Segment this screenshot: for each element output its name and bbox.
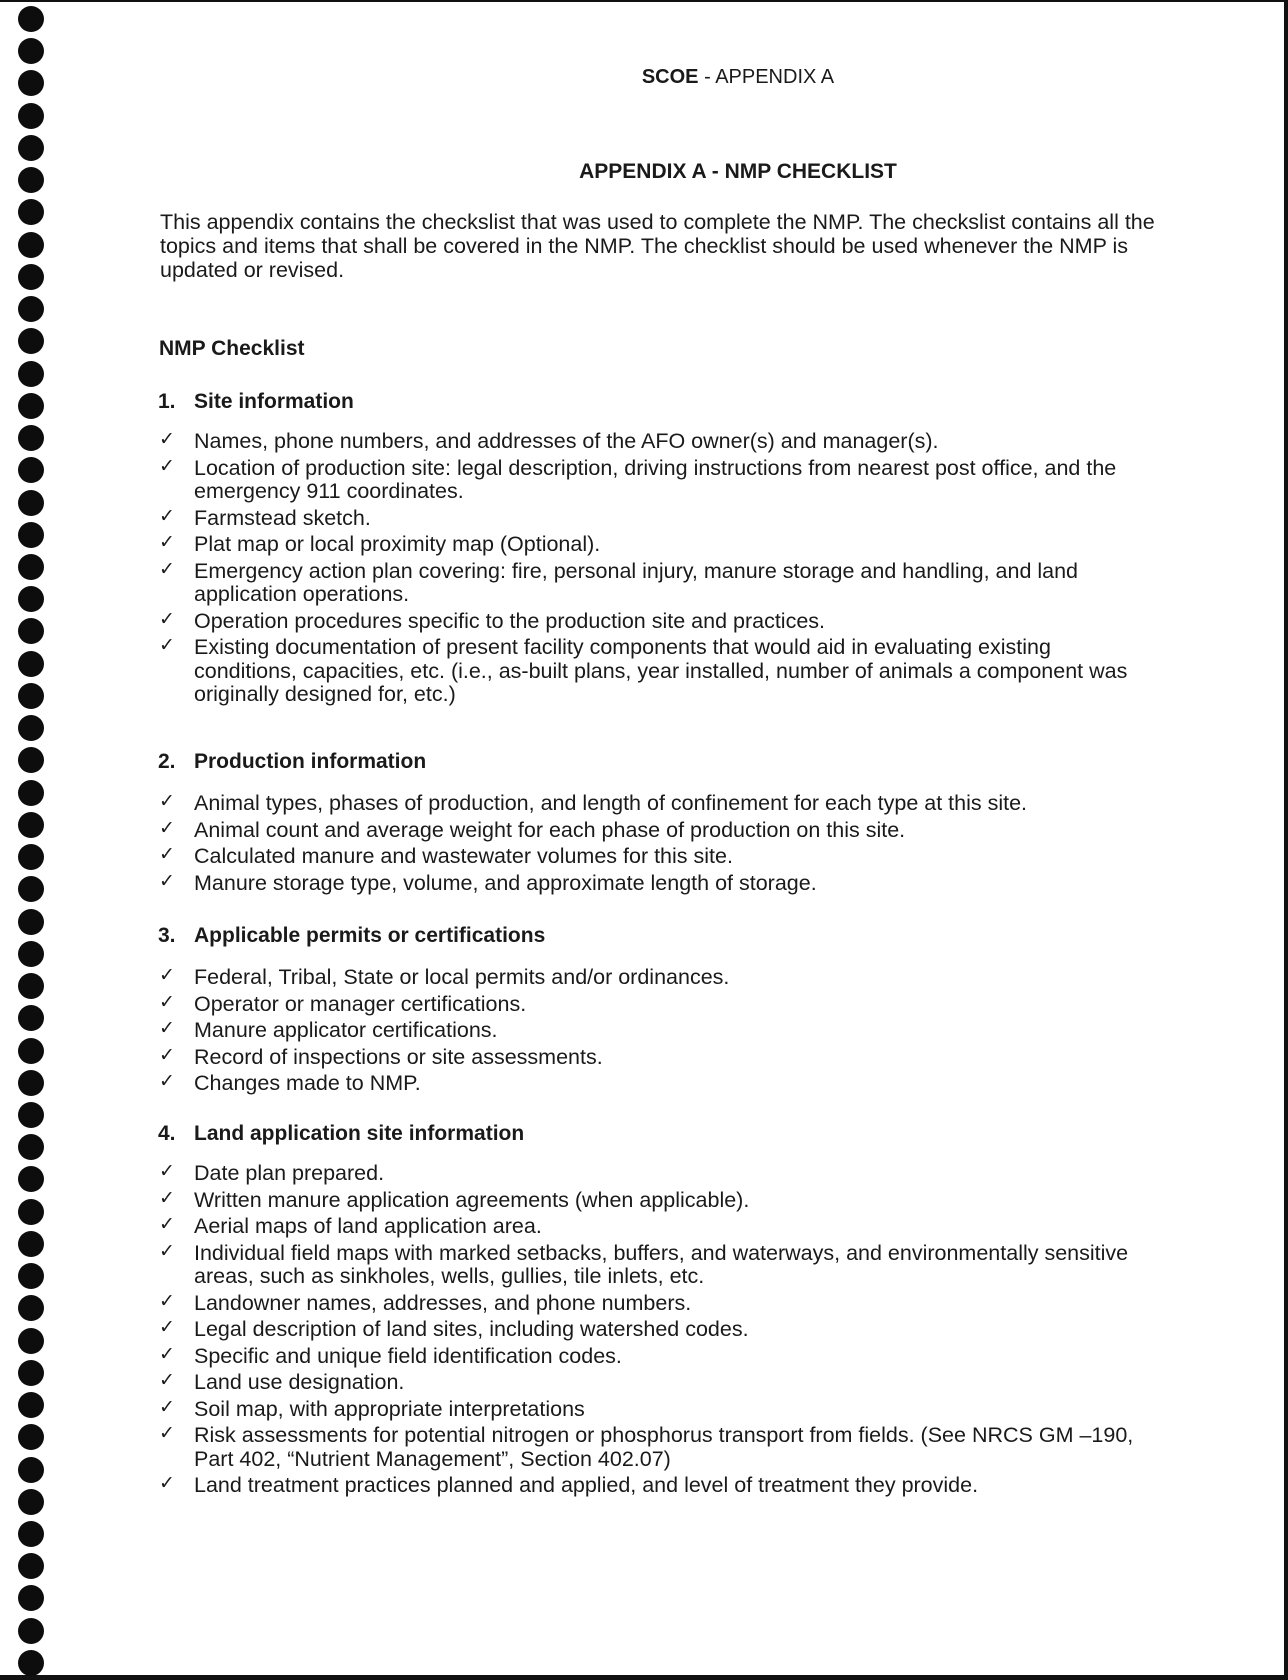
list-item-text: Operation procedures specific to the production site and practices. <box>194 608 826 633</box>
checkmark-icon: ✓ <box>159 1342 175 1365</box>
binding-hole <box>18 876 44 902</box>
binding-hole <box>18 328 44 354</box>
section-heading-land-application <box>158 1122 524 1146</box>
checkmark-icon: ✓ <box>159 1369 175 1391</box>
binding-hole <box>18 1360 44 1386</box>
checkmark-icon: ✓ <box>159 1239 175 1262</box>
list-item-text: Individual field maps with marked setbacks, buffers, and waterways, and environmentally sensitive areas, such as sinkholes, wells, gullies, tile inlets, etc. <box>194 1240 1129 1288</box>
binding-hole <box>18 1199 44 1225</box>
binding-hole <box>18 812 44 838</box>
list-item <box>158 504 1158 531</box>
section-title: Production information <box>194 750 427 773</box>
binding-hole <box>18 1618 44 1644</box>
list-item <box>158 636 1158 707</box>
checkmark-icon: ✓ <box>159 607 175 630</box>
checkmark-icon: ✓ <box>159 1017 175 1039</box>
section-number: 1. <box>158 390 176 413</box>
checkmark-icon: ✓ <box>159 1160 175 1182</box>
list-item-text: Changes made to NMP. <box>194 1071 421 1095</box>
list-item <box>158 792 1158 816</box>
list-item <box>158 454 1158 504</box>
binding-hole <box>18 1650 44 1676</box>
section-title: Site information <box>194 390 354 413</box>
binding-hole <box>18 1005 44 1031</box>
list-item-text: Animal count and average weight for each phase of production on this site. <box>194 817 906 842</box>
list-item <box>158 845 1158 869</box>
binding-hole <box>18 941 44 967</box>
binding-hole <box>18 393 44 419</box>
list-item-text: Farmstead sketch. <box>194 505 371 530</box>
binding-hole <box>18 38 44 64</box>
list-item <box>158 1289 1158 1316</box>
binding-hole <box>18 1328 44 1354</box>
list-item-text: Location of production site: legal description, driving instructions from nearest post office, and the emergency 911 coordinates. <box>194 455 1117 503</box>
checkmark-icon: ✓ <box>159 1472 175 1494</box>
checkmark-icon: ✓ <box>159 1289 175 1312</box>
list-item-text: Land use designation. <box>194 1370 405 1394</box>
checkmark-icon: ✓ <box>159 816 175 839</box>
running-header <box>158 66 1158 89</box>
binding-hole <box>18 167 44 193</box>
section-items-land-application <box>158 1162 1158 1501</box>
list-item <box>158 1395 1158 1422</box>
binding-hole <box>18 1424 44 1450</box>
binding-hole <box>18 780 44 806</box>
binding-hole <box>18 232 44 258</box>
section-number: 3. <box>158 924 176 947</box>
binding-hole <box>18 490 44 516</box>
list-item-text: Aerial maps of land application area. <box>194 1214 542 1238</box>
binding-hole <box>18 199 44 225</box>
section-heading-site-information <box>158 390 354 414</box>
binding-hole <box>18 1134 44 1160</box>
binding-hole <box>18 1263 44 1289</box>
checkmark-icon: ✓ <box>159 428 175 450</box>
binding-hole <box>18 973 44 999</box>
intro-paragraph: This appendix contains the checkslist that was used to complete the NMP. The checkslist contains all the topics and items that shall be covered in the NMP. The checklist should be used whenever the NMP is updated or revised. <box>160 210 1155 282</box>
section-title: Applicable permits or certifications <box>194 924 546 947</box>
list-item <box>158 1043 1158 1070</box>
binding-hole <box>18 70 44 96</box>
list-item-text: Legal description of land sites, including watershed codes. <box>194 1317 749 1341</box>
binding-hole <box>18 554 44 580</box>
list-item-text: Calculated manure and wastewater volumes for this site. <box>194 844 733 868</box>
binding-hole <box>18 715 44 741</box>
binding-hole <box>18 135 44 161</box>
binding-hole <box>18 361 44 387</box>
checkmark-icon: ✓ <box>159 531 175 553</box>
binding-hole <box>18 1166 44 1192</box>
list-item <box>158 966 1158 990</box>
binding-hole <box>18 1553 44 1579</box>
list-item <box>158 990 1158 1017</box>
checkmark-icon: ✓ <box>159 1213 175 1235</box>
checkmark-icon: ✓ <box>159 843 175 865</box>
list-item <box>158 1424 1158 1471</box>
checkmark-icon: ✓ <box>159 1043 175 1066</box>
list-item-text: Date plan prepared. <box>194 1161 385 1185</box>
checkmark-icon: ✓ <box>159 1422 175 1444</box>
list-item <box>158 557 1158 607</box>
list-item-text: Manure applicator certifications. <box>194 1018 498 1042</box>
checkmark-icon: ✓ <box>159 1070 175 1092</box>
section-number: 4. <box>158 1122 176 1145</box>
list-item <box>158 1186 1158 1213</box>
list-item <box>158 1371 1158 1395</box>
binding-hole <box>18 909 44 935</box>
binding-hole <box>18 457 44 483</box>
list-item-text: Names, phone numbers, and addresses of the AFO owner(s) and manager(s). <box>194 429 939 453</box>
list-item-text: Existing documentation of present facility components that would aid in evaluating existing conditions, capacities, etc. (i.e., as-built plans, year installed, number of animals a component was originally designed for, etc.) <box>194 635 1128 706</box>
checkmark-icon: ✓ <box>159 990 175 1013</box>
binding-hole <box>18 1392 44 1418</box>
section-number: 2. <box>158 750 176 773</box>
page-title: APPENDIX A - NMP CHECKLIST <box>579 160 897 183</box>
list-item-text: Emergency action plan covering: fire, personal injury, manure storage and handling, and land application operations. <box>194 558 1079 606</box>
binding-hole <box>18 651 44 677</box>
list-item-text: Manure storage type, volume, and approximate length of storage. <box>194 870 817 895</box>
list-item <box>158 430 1158 454</box>
checkmark-icon: ✓ <box>159 557 175 580</box>
list-item <box>158 1342 1158 1369</box>
binding-hole <box>18 844 44 870</box>
list-item-text: Plat map or local proximity map (Optional). <box>194 532 601 556</box>
binding-hole <box>18 425 44 451</box>
binding-hole <box>18 1070 44 1096</box>
section-title: Land application site information <box>194 1122 525 1145</box>
list-item <box>158 607 1158 634</box>
binding-hole <box>18 683 44 709</box>
binding-hole <box>18 6 44 32</box>
header-org: SCOE <box>641 66 699 88</box>
list-item-text: Landowner names, addresses, and phone numbers. <box>194 1290 692 1315</box>
binding-hole <box>18 1231 44 1257</box>
checkmark-icon: ✓ <box>159 1395 175 1418</box>
checkmark-icon: ✓ <box>159 504 175 527</box>
binding-hole <box>18 1295 44 1321</box>
list-item <box>158 1239 1158 1289</box>
list-item <box>158 1019 1158 1043</box>
binding-hole <box>18 522 44 548</box>
list-item <box>158 1318 1158 1342</box>
binding-hole <box>18 747 44 773</box>
binding-hole <box>18 1038 44 1064</box>
list-item <box>158 1215 1158 1239</box>
checkmark-icon: ✓ <box>159 790 175 812</box>
list-item-text: Record of inspections or site assessments. <box>194 1044 603 1069</box>
list-item <box>158 1474 1158 1498</box>
binding-holes <box>16 6 46 1676</box>
section-heading-applicable-permits <box>158 924 545 948</box>
list-item-text: Land treatment practices planned and applied, and level of treatment they provide. <box>194 1473 979 1497</box>
list-item <box>158 533 1158 557</box>
binding-hole <box>18 1489 44 1515</box>
list-item-text: Federal, Tribal, State or local permits and/or ordinances. <box>194 965 730 989</box>
list-item-text: Animal types, phases of production, and length of confinement for each type at this site. <box>194 791 1028 815</box>
checkmark-icon: ✓ <box>159 1186 175 1209</box>
list-item <box>158 816 1158 843</box>
binding-hole <box>18 296 44 322</box>
section-items-applicable-permits <box>158 966 1158 1099</box>
binding-hole <box>18 1102 44 1128</box>
header-section: - APPENDIX A <box>698 66 835 88</box>
checkmark-icon: ✓ <box>159 634 175 656</box>
section-items-site-information <box>158 430 1158 710</box>
binding-hole <box>18 586 44 612</box>
binding-hole <box>18 264 44 290</box>
binding-hole <box>18 1521 44 1547</box>
section-heading-production-information <box>158 750 426 774</box>
binding-hole <box>18 1585 44 1611</box>
checklist-heading: NMP Checklist <box>159 337 305 360</box>
list-item <box>158 1072 1158 1096</box>
list-item-text: Soil map, with appropriate interpretations <box>194 1396 585 1421</box>
list-item-text: Specific and unique field identification codes. <box>194 1343 622 1368</box>
list-item <box>158 869 1158 896</box>
binding-hole <box>18 1457 44 1483</box>
checkmark-icon: ✓ <box>159 454 175 477</box>
list-item-text: Operator or manager certifications. <box>194 991 527 1016</box>
binding-hole <box>18 103 44 129</box>
checkmark-icon: ✓ <box>159 869 175 892</box>
binding-hole <box>18 618 44 644</box>
list-item-text: Written manure application agreements (when applicable). <box>194 1187 750 1212</box>
list-item-text: Risk assessments for potential nitrogen or phosphorus transport from fields. (See NRCS GM –190, Part 402, “Nutrient Management”, Section 402.07) <box>194 1423 1134 1471</box>
checkmark-icon: ✓ <box>159 964 175 986</box>
checkmark-icon: ✓ <box>159 1316 175 1338</box>
section-items-production-information <box>158 792 1158 898</box>
list-item <box>158 1162 1158 1186</box>
